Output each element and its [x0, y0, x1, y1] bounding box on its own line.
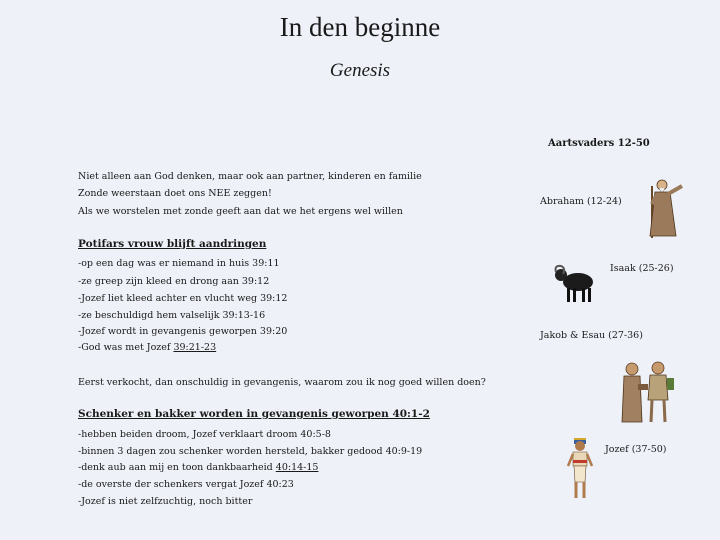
schenker-item — [78, 462, 318, 473]
verkocht-question: Eerst verkocht, dan onschuldig in gevangenis, waarom zou ik nog goed willen doen? — [78, 377, 486, 388]
jakob-esau-figure-icon — [618, 360, 676, 426]
schenker-heading: Schenker en bakker worden in gevangenis geworpen 40:1-2 — [78, 408, 430, 420]
schenker-item-text: -denk aub aan mij en toon dankbaarheid — [78, 462, 276, 473]
scripture-ref: 40:14-15 — [275, 462, 319, 473]
potifar-item: -ze beschuldigd hem valselijk 39:13-16 — [78, 310, 266, 321]
jozef-figure-icon — [565, 436, 595, 500]
aartsvader-jozef: Jozef (37-50) — [605, 444, 667, 455]
potifar-item — [78, 342, 216, 353]
abraham-figure-icon — [642, 176, 690, 240]
potifar-item: -Jozef wordt in gevangenis geworpen 39:20 — [78, 326, 288, 337]
scripture-ref: 39:21-23 — [173, 342, 217, 353]
schenker-item: -binnen 3 dagen zou schenker worden hersteld, bakker gedood 40:9-19 — [78, 446, 423, 457]
aartsvaders-heading: Aartsvaders 12-50 — [548, 138, 650, 149]
potifar-item: -op een dag was er niemand in huis 39:11 — [78, 258, 280, 269]
ram-icon — [552, 262, 598, 306]
intro-line-1: Niet alleen aan God denken, maar ook aan partner, kinderen en familie — [78, 171, 422, 182]
schenker-item: -hebben beiden droom, Jozef verklaart droom 40:5-8 — [78, 429, 331, 440]
potifar-heading: Potifars vrouw blijft aandringen — [78, 238, 267, 250]
page-title: In den beginne — [279, 12, 441, 42]
schenker-item: -Jozef is niet zelfzuchtig, noch bitter — [78, 496, 253, 507]
intro-line-2: Zonde weerstaan doet ons NEE zeggen! — [78, 188, 272, 199]
potifar-item: -Jozef liet kleed achter en vlucht weg 39:12 — [78, 293, 288, 304]
potifar-item: -ze greep zijn kleed en drong aan 39:12 — [78, 276, 270, 287]
potifar-item-text: -God was met Jozef — [78, 342, 174, 353]
aartsvader-jakob-esau: Jakob & Esau (27-36) — [540, 330, 643, 341]
aartsvader-isaak: Isaak (25-26) — [610, 263, 674, 274]
schenker-item: -de overste der schenkers vergat Jozef 40:23 — [78, 479, 294, 490]
aartsvader-abraham: Abraham (12-24) — [540, 196, 622, 207]
page-subtitle: Genesis — [329, 60, 391, 81]
intro-line-3: Als we worstelen met zonde geeft aan dat we het ergens wel willen — [78, 206, 403, 217]
